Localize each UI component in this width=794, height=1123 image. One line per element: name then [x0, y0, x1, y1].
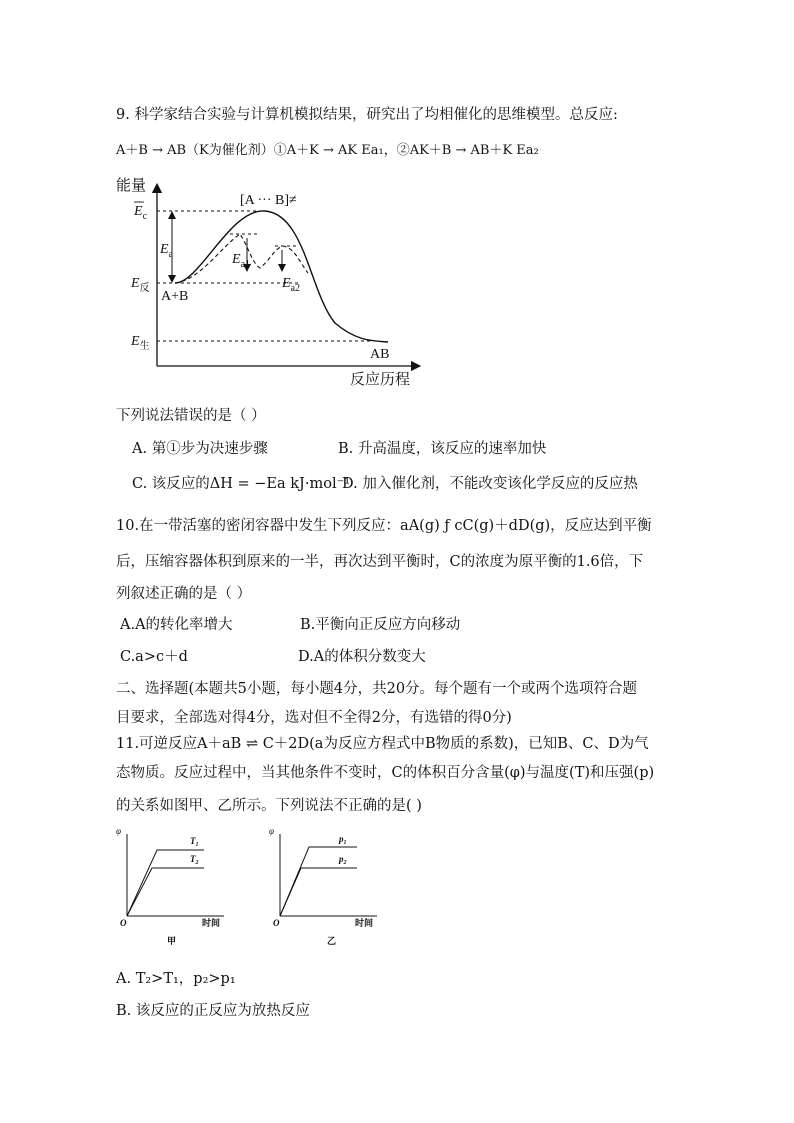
q9-prompt: 下列说法错误的是（ ） [116, 408, 266, 424]
label-ea2: $E_{a2}$ [282, 276, 301, 294]
label-ea: $E_a$ [160, 242, 174, 260]
graph-jia-y-label: φ [116, 826, 121, 836]
label-esheng: $E_生$ [131, 334, 150, 352]
q9-stem: 9. 科学家结合实验与计算机模拟结果，研究出了均相催化的思维模型。总反应: [116, 107, 618, 123]
label-ts: [A ··· B]≠ [240, 193, 297, 208]
section2-line1: 二、选择题(本题共5小题，每小题4分，共20分。每个题有一个或两个选项符合题 [116, 681, 638, 697]
q9-option-b: B. 升高温度，该反应的速率加快 [338, 441, 547, 457]
label-ec: $E_c$ [134, 204, 148, 222]
label-ea1: $E_{a1}$ [232, 252, 251, 270]
q9-option-a: A. 第①步为决速步骤 [132, 441, 268, 457]
graph-jia-caption: 甲 [167, 936, 177, 946]
curve-p2 [280, 868, 357, 916]
graph-jia-lower-label: $T_2$ [190, 854, 199, 866]
graph-yi-lower-label: $p_2$ [339, 854, 347, 866]
q10-line1: 10.在一带活塞的密闭容器中发生下列反应：aA(g) ƒ cC(g)＋dD(g)，反应达到平衡 [116, 518, 652, 534]
graph-yi [265, 826, 395, 951]
graph-jia-x-label: 时间 [202, 918, 221, 928]
q11-line2: 态物质。反应过程中，当其他条件不变时，C的体积百分含量(φ)与温度(T)和压强(p) [116, 765, 655, 781]
y-axis-label: 能量 [116, 178, 147, 194]
label-reactant: A+B [161, 289, 189, 304]
q10-line2: 后，压缩容器体积到原来的一半，再次达到平衡时，C的浓度为原平衡的1.6倍，下 [116, 554, 644, 570]
graph-jia [112, 826, 242, 951]
label-product: AB [370, 347, 390, 362]
graph-yi-origin: O [273, 918, 280, 928]
graph-yi-y-label: φ [269, 826, 274, 836]
curve-p1 [280, 847, 357, 916]
q11-line1: 11.可逆反应A＋aB ⇌ C＋2D(a为反应方程式中B物质的系数)，已知B、C、D为气 [116, 736, 649, 752]
label-efan: $E_反$ [131, 276, 150, 294]
q10-option-c: C.a>c＋d [120, 649, 188, 665]
q11-line3: 的关系如图甲、乙所示。下列说法不正确的是( ) [116, 798, 422, 814]
q9-option-d: D. 加入催化剂，不能改变该化学反应的反应热 [342, 476, 638, 492]
q11-option-b: B. 该反应的正反应为放热反应 [116, 1003, 310, 1019]
x-axis-label: 反应历程 [350, 372, 411, 388]
curve-t2 [127, 868, 204, 916]
q10-option-b: B.平衡向正反应方向移动 [300, 617, 461, 633]
graph-yi-upper-label: $p_1$ [339, 834, 347, 846]
section2-line2: 目要求，全部选对得4分，选对但不全得2分，有选错的得0分) [116, 710, 512, 726]
energy-diagram [116, 168, 430, 393]
graph-jia-origin: O [120, 918, 127, 928]
q9-reaction: A＋B → AB（K为催化剂）①A＋K → AK Ea₁，②AK＋B → AB＋K Ea₂ [116, 143, 539, 158]
graph-jia-upper-label: $T_1$ [190, 836, 199, 848]
q11-option-a: A. T₂>T₁，p₂>p₁ [116, 971, 236, 987]
q10-line3: 列叙述正确的是（ ） [116, 586, 252, 602]
graph-yi-caption: 乙 [327, 936, 337, 946]
q10-option-d: D.A的体积分数变大 [298, 649, 426, 665]
q10-option-a: A.A的转化率增大 [120, 617, 233, 633]
graph-yi-x-label: 时间 [355, 918, 374, 928]
q9-option-c: C. 该反应的ΔH = −Ea kJ·mol⁻¹ [132, 476, 351, 492]
